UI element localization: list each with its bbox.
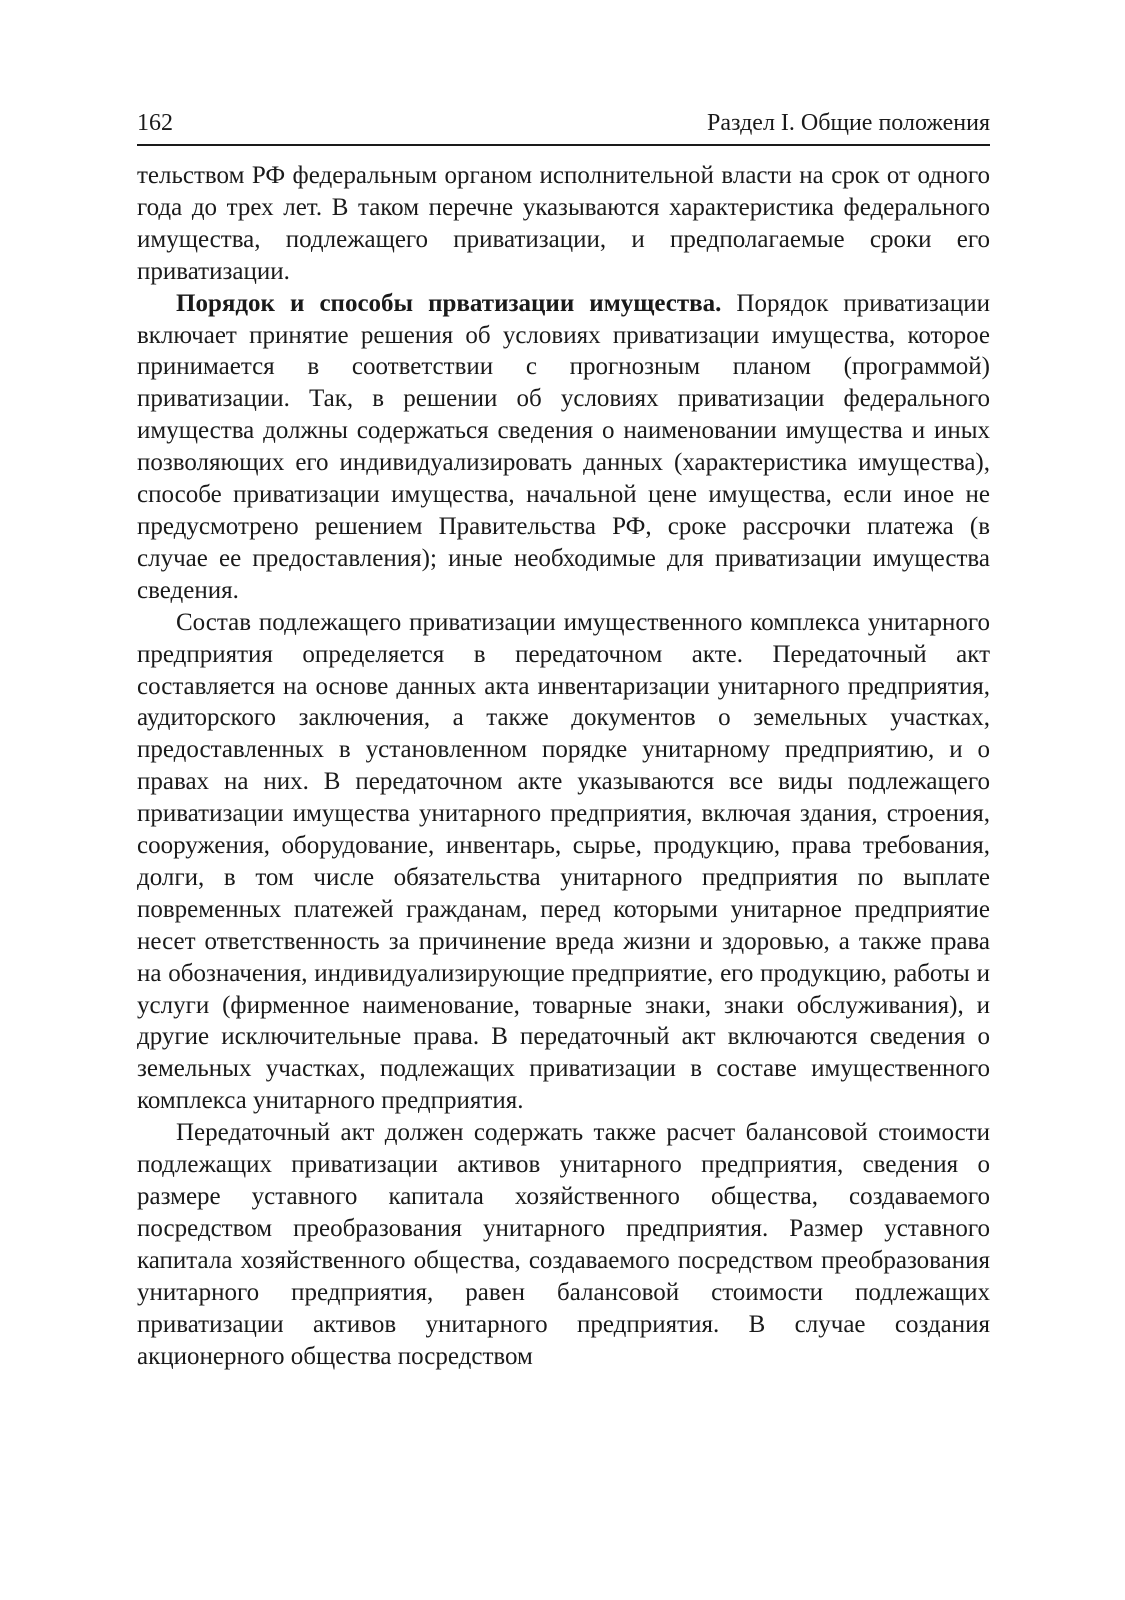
paragraph: Состав подлежащего приватизации имущественного комплекса унитарного предприятия определяется в передаточном акте. Передаточный акт составляется на основе данных акта инвентаризации унитарного предприятия, аудиторского заключения, а также документов о земельных участках, предоставленных в установленном порядке унитарному предприятию, и о правах на них. В передаточном акте указываются все виды подлежащего приватизации имущества унитарного предприятия, включая здания, строения, сооружения, оборудование, инвентарь, сырье, продукцию, права требования, долги, в том числе обязательства унитарного предприятия по выплате повременных платежей гражданам, перед которыми унитарное предприятие несет ответственность за причинение вреда жизни и здоровью, а также права на обозначения, индивидуализирующие предприятие, его продукцию, работы и услуги (фирменное наименование, товарные знаки, знаки обслуживания), и другие исключительные права. В передаточный акт включаются сведения о земельных участках, подлежащих приватизации в составе имущественного комплекса унитарного предприятия. [137,608,990,1115]
section-title: Раздел I. Общие положения [707,110,990,136]
paragraph [137,288,990,607]
book-page [137,108,990,1372]
run-in-heading: Порядок и способы прватизации имущества. [176,289,722,317]
paragraph: тельством РФ федеральным органом исполнительной власти на срок от одного года до трех лет. В таком перечне указываются характеристика федерального имущества, подлежащего приватизации, и предполагаемые сроки его приватизации. [137,162,990,285]
page-number: 162 [137,110,173,136]
paragraph: Передаточный акт должен содержать также расчет балансовой стоимости подлежащих приватизации активов унитарного предприятия, сведения о размере уставного капитала хозяйственного общества, создаваемого посредством преобразования унитарного предприятия. Размер уставного капитала хозяйственного общества, создаваемого посредством преобразования унитарного предприятия, равен балансовой стоимости подлежащих приватизации активов унитарного предприятия. В случае создания акционерного общества посредством [137,1119,990,1370]
running-header [137,108,990,146]
body-text [137,160,990,1372]
paragraph-text: Порядок приватизации включает принятие решения об условиях приватизации имущества, которое принимается в соответствии с прогнозным планом (программой) приватизации. Так, в решении об условиях приватизации федерального имущества должны содержаться сведения о наименовании имущества и иных позволяющих его индивидуализировать данных (характеристика имущества), способе приватизации имущества, начальной цене имущества, если иное не предусмотрено решением Правительства РФ, сроке рассрочки платежа (в случае ее предоставления); иные необходимые для приватизации имущества сведения. [137,289,990,604]
